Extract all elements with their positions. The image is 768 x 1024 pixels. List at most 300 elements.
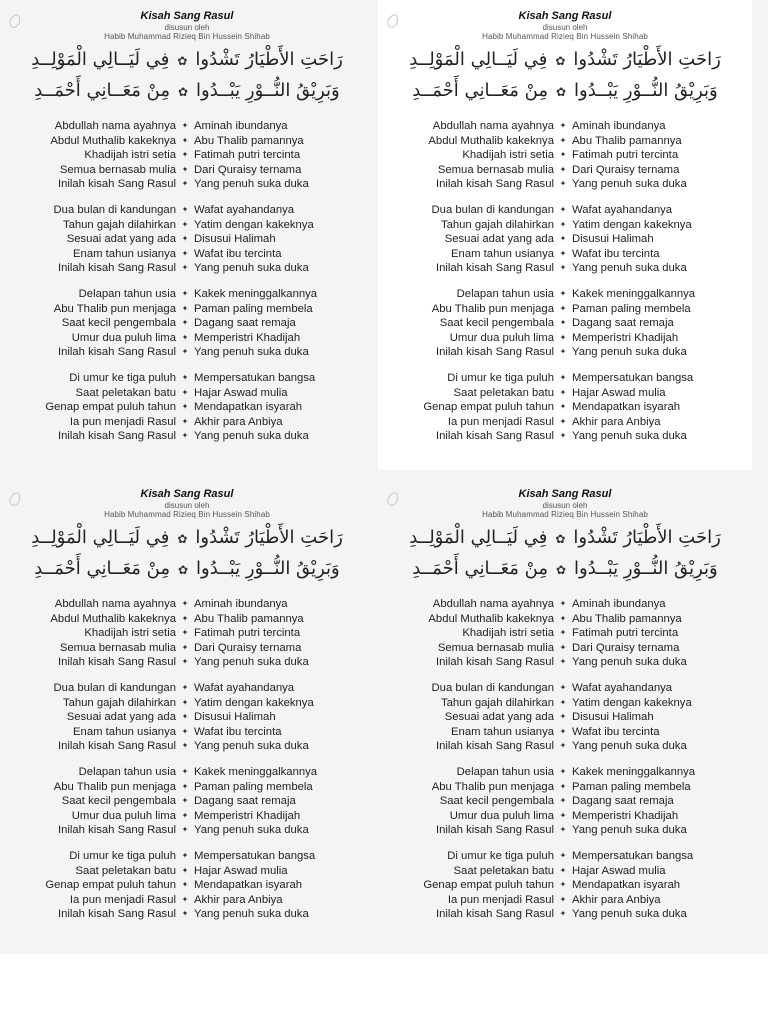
bullet-icon: ✦ [181, 909, 189, 919]
stanza [0, 849, 374, 922]
lyric-first-half: Dua bulan di kandungan [431, 681, 554, 694]
lyric-second-half: Yatim dengan kakeknya [572, 696, 692, 709]
lyric-second-half: Hajar Aswad mulia [572, 386, 666, 399]
lyric-line [0, 626, 374, 641]
lyric-line [378, 809, 752, 824]
arabic-hemistich-right: وَبَرِيْقُ النُّــوْرِ يَبْــدُوا [574, 80, 718, 101]
lyric-second-half: Aminah ibundanya [194, 598, 288, 610]
lyric-first-half: Tahun gajah dilahirkan [440, 696, 554, 709]
lyric-line [378, 907, 752, 922]
bullet-icon: ✦ [181, 781, 189, 791]
lyric-line [378, 415, 752, 430]
lyric-first-half: Di umur ke tiga puluh [447, 849, 554, 862]
lyric-line [0, 203, 374, 218]
lyric-first-half: Abdullah nama ayahnya [432, 120, 554, 132]
bullet-icon: ✦ [181, 657, 189, 667]
arabic-hemistich-left: فِي لَيَــالِي الْمَوْلِــدِ [409, 527, 548, 548]
lyric-line [378, 345, 752, 360]
lyric-line [0, 794, 374, 809]
lyric-line [378, 148, 752, 163]
lyric-line [0, 612, 374, 627]
lyric-second-half: Disusui Halimah [194, 233, 276, 246]
bullet-icon: ✦ [559, 865, 567, 875]
bullet-icon: ✦ [181, 150, 189, 160]
lyric-first-half: Umur dua puluh lima [449, 331, 554, 344]
lyric-second-half: Wafat ayahandanya [194, 203, 295, 216]
lyric-line [0, 148, 374, 163]
lyric-second-half: Yang penuh suka duka [194, 740, 309, 753]
lyric-first-half: Inilah kisah Sang Rasul [57, 656, 176, 669]
lyric-second-half: Hajar Aswad mulia [194, 864, 288, 877]
lyric-line [378, 203, 752, 218]
lyric-line [0, 823, 374, 838]
stanza [0, 597, 374, 670]
lyric-second-half: Yang penuh suka duka [194, 656, 309, 669]
lyric-line [0, 725, 374, 740]
lyric-line [378, 878, 752, 893]
lyric-first-half: Abdullah nama ayahnya [54, 120, 176, 132]
arabic-verse [378, 523, 752, 585]
lyric-first-half: Inilah kisah Sang Rasul [435, 346, 554, 359]
lyric-second-half: Akhir para Anbiya [194, 415, 283, 428]
lyric-first-half: Tahun gajah dilahirkan [440, 218, 554, 231]
lyric-first-half: Genap empat puluh tahun [423, 401, 554, 414]
lyric-first-half: Khadijah istri setia [84, 627, 176, 640]
composer-caption: disusun oleh [542, 23, 588, 32]
stanza [0, 765, 374, 838]
lyric-first-half: Ia pun menjadi Rasul [69, 893, 176, 906]
composer-name: Habib Muhammad Rizieq Bin Hussein Shihab [482, 510, 648, 519]
lyric-second-half: Wafat ayahandanya [572, 203, 673, 216]
stanza [378, 371, 752, 444]
lyric-line [0, 218, 374, 233]
bullet-icon: ✦ [559, 179, 567, 189]
lyric-line [378, 597, 752, 612]
lyric-line [0, 119, 374, 134]
card-header [0, 488, 374, 519]
lyric-second-half: Yang penuh suka duka [572, 824, 687, 837]
bullet-icon: ✦ [181, 810, 189, 820]
bullet-icon: ✦ [559, 880, 567, 890]
stanza [378, 203, 752, 276]
bullet-icon: ✦ [559, 682, 567, 692]
bullet-icon: ✦ [181, 372, 189, 382]
song-title: Kisah Sang Rasul [518, 10, 612, 22]
arabic-hemistich-left: فِي لَيَــالِي الْمَوْلِــدِ [409, 49, 548, 70]
lyric-second-half: Dari Quraisy ternama [572, 641, 680, 654]
bullet-icon: ✦ [559, 204, 567, 214]
lyric-line [378, 725, 752, 740]
lyrics-stanzas [0, 597, 374, 922]
arabic-hemistich-left: مِنْ مَعَــانِي أَحْمَــدِ [412, 558, 548, 579]
lyric-first-half: Di umur ke tiga puluh [69, 849, 176, 862]
lyric-second-half: Fatimah putri tercinta [572, 627, 679, 640]
lyric-first-half: Inilah kisah Sang Rasul [435, 908, 554, 921]
lyric-first-half: Ia pun menjadi Rasul [447, 415, 554, 428]
flower-separator-icon: ✿ [177, 85, 189, 99]
bullet-icon: ✦ [181, 894, 189, 904]
lyric-line [378, 371, 752, 386]
lyric-second-half: Dari Quraisy ternama [572, 163, 680, 176]
bullet-icon: ✦ [181, 697, 189, 707]
bullet-icon: ✦ [181, 613, 189, 623]
bullet-icon: ✦ [559, 372, 567, 382]
lyric-second-half: Wafat ibu tercinta [572, 725, 660, 738]
bullet-icon: ✦ [559, 318, 567, 328]
lyric-second-half: Dagang saat remaja [194, 795, 296, 808]
arabic-hemistich-left: مِنْ مَعَــانِي أَحْمَــدِ [34, 80, 170, 101]
card-header [378, 10, 752, 41]
bullet-icon: ✦ [181, 204, 189, 214]
lyric-line [0, 400, 374, 415]
bullet-icon: ✦ [181, 234, 189, 244]
bullet-icon: ✦ [181, 850, 189, 860]
lyric-second-half: Memperistri Khadijah [572, 331, 679, 344]
lyric-second-half: Kakek meninggalkannya [572, 765, 696, 778]
lyric-first-half: Abu Thalib pun menjaga [53, 780, 176, 793]
lyric-first-half: Abdul Muthalib kakeknya [50, 134, 176, 147]
bullet-icon: ✦ [181, 599, 189, 608]
bullet-icon: ✦ [181, 332, 189, 342]
bullet-icon: ✦ [559, 712, 567, 722]
lyric-line [0, 864, 374, 879]
lyric-second-half: Mempersatukan bangsa [194, 371, 316, 384]
bullet-icon: ✦ [559, 642, 567, 652]
lyric-line [378, 681, 752, 696]
lyric-second-half: Dagang saat remaja [572, 317, 674, 330]
bullet-icon: ✦ [559, 613, 567, 623]
bullet-icon: ✦ [181, 726, 189, 736]
lyrics-card-bottom-right [378, 478, 752, 948]
lyric-line [0, 232, 374, 247]
lyric-line [0, 331, 374, 346]
lyric-line [0, 780, 374, 795]
lyric-line [378, 302, 752, 317]
lyric-second-half: Abu Thalib pamannya [194, 134, 304, 147]
bullet-icon: ✦ [559, 263, 567, 273]
lyric-second-half: Mendapatkan isyarah [194, 401, 303, 414]
lyric-first-half: Tahun gajah dilahirkan [62, 218, 176, 231]
lyric-second-half: Aminah ibundanya [194, 120, 288, 132]
lyrics-stanzas [0, 119, 374, 444]
lyric-first-half: Saat peletakan batu [75, 864, 176, 877]
arabic-hemistich-left: فِي لَيَــالِي الْمَوْلِــدِ [31, 527, 170, 548]
arabic-hemistich-right: رَاحَتِ الأَطْيَارُ تَشْدُوا [195, 49, 343, 70]
lyric-second-half: Yang penuh suka duka [194, 824, 309, 837]
bullet-icon: ✦ [559, 697, 567, 707]
lyric-line [0, 849, 374, 864]
lyric-line [0, 597, 374, 612]
bullet-icon: ✦ [181, 682, 189, 692]
stanza [378, 119, 752, 192]
arabic-hemistich-right: رَاحَتِ الأَطْيَارُ تَشْدُوا [573, 49, 721, 70]
lyric-second-half: Memperistri Khadijah [572, 809, 679, 822]
bullet-icon: ✦ [559, 248, 567, 258]
arabic-line [378, 45, 752, 76]
stanza [0, 119, 374, 192]
lyric-line [0, 809, 374, 824]
lyric-first-half: Semua bernasab mulia [437, 163, 554, 176]
lyric-second-half: Yang penuh suka duka [572, 430, 687, 443]
lyric-first-half: Inilah kisah Sang Rasul [57, 740, 176, 753]
lyric-first-half: Di umur ke tiga puluh [69, 371, 176, 384]
lyric-second-half: Fatimah putri tercinta [194, 627, 301, 640]
lyric-first-half: Enam tahun usianya [451, 725, 554, 738]
lyric-line [0, 371, 374, 386]
lyric-second-half: Fatimah putri tercinta [194, 149, 301, 162]
bullet-icon: ✦ [181, 880, 189, 890]
lyric-line [378, 641, 752, 656]
arabic-verse [0, 45, 374, 107]
lyric-line [0, 641, 374, 656]
lyric-first-half: Saat kecil pengembala [61, 317, 176, 330]
lyric-second-half: Paman paling membela [194, 780, 313, 793]
composer-caption: disusun oleh [164, 23, 210, 32]
lyric-first-half: Abu Thalib pun menjaga [431, 302, 554, 315]
lyric-first-half: Saat peletakan batu [453, 864, 554, 877]
bullet-icon: ✦ [181, 263, 189, 273]
bullet-icon: ✦ [559, 810, 567, 820]
lyric-line [378, 316, 752, 331]
bullet-icon: ✦ [181, 248, 189, 258]
lyric-second-half: Fatimah putri tercinta [572, 149, 679, 162]
lyric-second-half: Yang penuh suka duka [194, 262, 309, 275]
lyric-second-half: Yang penuh suka duka [194, 908, 309, 921]
flower-separator-icon: ✿ [177, 532, 188, 546]
lyric-first-half: Umur dua puluh lima [71, 809, 176, 822]
lyric-second-half: Wafat ayahandanya [194, 681, 295, 694]
lyric-first-half: Inilah kisah Sang Rasul [435, 430, 554, 443]
bullet-icon: ✦ [181, 219, 189, 229]
lyric-second-half: Yang penuh suka duka [572, 656, 687, 669]
lyric-line [378, 386, 752, 401]
lyrics-card-bottom-left [0, 478, 374, 948]
bullet-icon: ✦ [181, 796, 189, 806]
lyric-first-half: Abdul Muthalib kakeknya [50, 612, 176, 625]
lyric-first-half: Khadijah istri setia [462, 149, 554, 162]
lyric-line [0, 893, 374, 908]
stanza [378, 597, 752, 670]
lyric-first-half: Inilah kisah Sang Rasul [57, 824, 176, 837]
lyric-second-half: Yang penuh suka duka [572, 178, 687, 191]
lyric-first-half: Abu Thalib pun menjaga [53, 302, 176, 315]
lyric-line [378, 864, 752, 879]
lyric-second-half: Hajar Aswad mulia [194, 386, 288, 399]
lyric-first-half: Enam tahun usianya [73, 725, 176, 738]
bullet-icon: ✦ [559, 796, 567, 806]
arabic-hemistich-right: رَاحَتِ الأَطْيَارُ تَشْدُوا [573, 527, 721, 548]
bullet-icon: ✦ [181, 347, 189, 357]
lyric-first-half: Enam tahun usianya [451, 247, 554, 260]
lyric-second-half: Memperistri Khadijah [194, 809, 301, 822]
song-title: Kisah Sang Rasul [518, 488, 612, 500]
flower-separator-icon: ✿ [555, 54, 566, 68]
lyric-line [378, 134, 752, 149]
card-header [378, 488, 752, 519]
lyric-first-half: Ia pun menjadi Rasul [69, 415, 176, 428]
lyric-second-half: Yang penuh suka duka [572, 740, 687, 753]
lyric-first-half: Di umur ke tiga puluh [447, 371, 554, 384]
lyric-line [0, 302, 374, 317]
stanza [0, 681, 374, 754]
arabic-line [0, 76, 374, 107]
lyric-second-half: Yang penuh suka duka [572, 262, 687, 275]
bullet-icon: ✦ [559, 332, 567, 342]
lyric-second-half: Kakek meninggalkannya [194, 287, 318, 300]
lyric-first-half: Khadijah istri setia [462, 627, 554, 640]
stanza [378, 681, 752, 754]
lyrics-card-top-right [378, 0, 752, 470]
lyric-second-half: Mendapatkan isyarah [572, 879, 681, 892]
stanza [378, 287, 752, 360]
lyric-second-half: Mendapatkan isyarah [572, 401, 681, 414]
lyric-line [378, 119, 752, 134]
lyric-first-half: Dua bulan di kandungan [431, 203, 554, 216]
lyric-second-half: Disusui Halimah [572, 711, 654, 724]
lyric-line [378, 429, 752, 444]
flower-separator-icon: ✿ [555, 532, 566, 546]
bullet-icon: ✦ [559, 234, 567, 244]
flower-separator-icon: ✿ [177, 563, 189, 577]
bullet-icon: ✦ [181, 402, 189, 412]
lyric-line [0, 739, 374, 754]
lyric-second-half: Yang penuh suka duka [572, 908, 687, 921]
bullet-icon: ✦ [559, 825, 567, 835]
lyric-line [0, 429, 374, 444]
bullet-icon: ✦ [559, 628, 567, 638]
lyric-second-half: Mempersatukan bangsa [572, 849, 694, 862]
lyric-line [378, 400, 752, 415]
lyric-second-half: Dari Quraisy ternama [194, 163, 302, 176]
lyric-line [0, 710, 374, 725]
lyric-line [378, 655, 752, 670]
lyric-first-half: Dua bulan di kandungan [53, 681, 176, 694]
bullet-icon: ✦ [559, 599, 567, 608]
arabic-line [0, 554, 374, 585]
lyric-first-half: Tahun gajah dilahirkan [62, 696, 176, 709]
lyric-second-half: Yang penuh suka duka [194, 178, 309, 191]
bullet-icon: ✦ [181, 712, 189, 722]
bullet-icon: ✦ [181, 303, 189, 313]
lyric-line [378, 232, 752, 247]
lyric-first-half: Inilah kisah Sang Rasul [57, 262, 176, 275]
lyric-second-half: Wafat ibu tercinta [194, 725, 282, 738]
stanza [0, 371, 374, 444]
arabic-line [0, 523, 374, 554]
bullet-icon: ✦ [559, 431, 567, 441]
bullet-icon: ✦ [559, 781, 567, 791]
lyric-line [378, 794, 752, 809]
bullet-icon: ✦ [181, 865, 189, 875]
bullet-icon: ✦ [559, 894, 567, 904]
lyric-line [0, 163, 374, 178]
lyric-second-half: Akhir para Anbiya [194, 893, 283, 906]
flower-separator-icon: ✿ [555, 85, 567, 99]
lyric-first-half: Sesuai adat yang ada [66, 233, 176, 246]
lyric-line [378, 612, 752, 627]
lyric-line [0, 247, 374, 262]
bullet-icon: ✦ [181, 766, 189, 776]
composer-name: Habib Muhammad Rizieq Bin Hussein Shihab [104, 510, 270, 519]
lyric-line [0, 386, 374, 401]
lyric-second-half: Dari Quraisy ternama [194, 641, 302, 654]
stanza [0, 287, 374, 360]
bullet-icon: ✦ [181, 642, 189, 652]
lyric-first-half: Abdullah nama ayahnya [432, 598, 554, 610]
lyric-second-half: Yang penuh suka duka [194, 346, 309, 359]
lyric-first-half: Enam tahun usianya [73, 247, 176, 260]
lyric-second-half: Akhir para Anbiya [572, 893, 661, 906]
bullet-icon: ✦ [559, 766, 567, 776]
lyric-second-half: Paman paling membela [572, 302, 691, 315]
song-title: Kisah Sang Rasul [140, 10, 234, 22]
lyric-line [378, 739, 752, 754]
lyric-line [378, 710, 752, 725]
bullet-icon: ✦ [181, 628, 189, 638]
lyric-line [378, 287, 752, 302]
lyric-line [0, 878, 374, 893]
lyric-second-half: Kakek meninggalkannya [194, 765, 318, 778]
lyric-first-half: Semua bernasab mulia [59, 641, 176, 654]
lyric-first-half: Delapan tahun usia [78, 287, 176, 300]
lyric-first-half: Abdul Muthalib kakeknya [428, 612, 554, 625]
arabic-hemistich-left: مِنْ مَعَــانِي أَحْمَــدِ [34, 558, 170, 579]
lyric-line [378, 780, 752, 795]
bullet-icon: ✦ [559, 150, 567, 160]
lyric-line [0, 287, 374, 302]
lyric-line [0, 655, 374, 670]
lyric-first-half: Inilah kisah Sang Rasul [435, 824, 554, 837]
lyric-line [0, 261, 374, 276]
lyric-first-half: Umur dua puluh lima [71, 331, 176, 344]
lyrics-stanzas [378, 119, 752, 444]
lyric-line [0, 134, 374, 149]
arabic-verse [0, 523, 374, 585]
lyric-first-half: Saat kecil pengembala [439, 317, 554, 330]
lyric-first-half: Sesuai adat yang ada [444, 233, 554, 246]
bullet-icon: ✦ [181, 288, 189, 298]
bullet-icon: ✦ [181, 825, 189, 835]
lyric-line [378, 626, 752, 641]
bullet-icon: ✦ [559, 288, 567, 298]
bullet-icon: ✦ [559, 909, 567, 919]
lyric-first-half: Inilah kisah Sang Rasul [57, 430, 176, 443]
lyric-second-half: Akhir para Anbiya [572, 415, 661, 428]
arabic-line [378, 554, 752, 585]
lyric-line [0, 345, 374, 360]
arabic-verse [378, 45, 752, 107]
bullet-icon: ✦ [559, 850, 567, 860]
lyric-first-half: Inilah kisah Sang Rasul [435, 656, 554, 669]
lyric-line [0, 177, 374, 192]
lyric-second-half: Yatim dengan kakeknya [194, 218, 314, 231]
lyric-second-half: Mempersatukan bangsa [572, 371, 694, 384]
lyric-second-half: Yang penuh suka duka [194, 430, 309, 443]
lyric-first-half: Sesuai adat yang ada [444, 711, 554, 724]
lyric-second-half: Abu Thalib pamannya [572, 612, 682, 625]
bullet-icon: ✦ [181, 416, 189, 426]
lyric-second-half: Dagang saat remaja [194, 317, 296, 330]
bullet-icon: ✦ [181, 179, 189, 189]
lyric-line [378, 893, 752, 908]
lyric-second-half: Kakek meninggalkannya [572, 287, 696, 300]
arabic-line [378, 523, 752, 554]
lyric-first-half: Saat kecil pengembala [61, 795, 176, 808]
lyric-first-half: Delapan tahun usia [456, 765, 554, 778]
lyric-first-half: Delapan tahun usia [456, 287, 554, 300]
lyric-first-half: Abdullah nama ayahnya [54, 598, 176, 610]
lyric-line [378, 261, 752, 276]
